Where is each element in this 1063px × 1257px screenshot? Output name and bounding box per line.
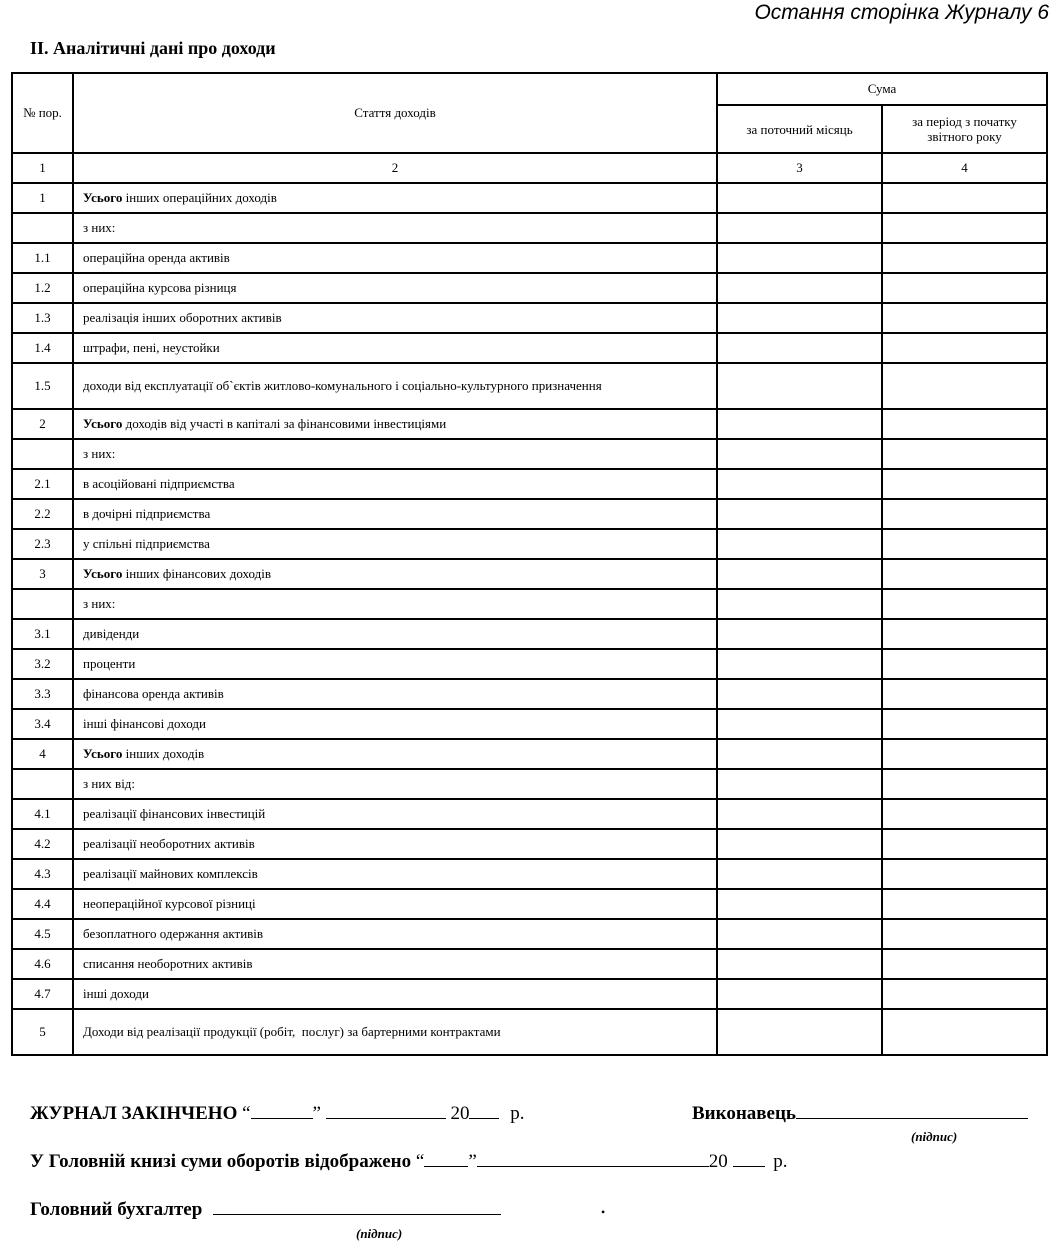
row-total-word: Усього — [83, 416, 123, 431]
chief-accountant-line — [30, 1199, 501, 1221]
amount-current-month-cell[interactable] — [717, 213, 882, 243]
row-number: 3.3 — [12, 679, 73, 709]
amount-current-month-cell[interactable] — [717, 1009, 882, 1055]
executor-signature-caption: (підпис) — [911, 1129, 958, 1144]
amount-current-month-cell[interactable] — [717, 499, 882, 529]
header-since-year-start: за період з початку звітного року — [882, 105, 1047, 153]
amount-current-month-cell[interactable] — [717, 889, 882, 919]
row-number: 1 — [12, 183, 73, 213]
table-row — [12, 769, 1047, 799]
journal-closed-line — [30, 1103, 524, 1125]
table-row — [12, 679, 1047, 709]
row-number: 4.2 — [12, 829, 73, 859]
row-article-text: списання необоротних активів — [83, 956, 253, 971]
ledger-line — [30, 1151, 788, 1173]
row-article-text: дивіденди — [83, 626, 140, 641]
header-current-month: за поточний місяць — [717, 105, 882, 153]
amount-current-month-cell[interactable] — [717, 709, 882, 739]
chief-accountant-signature-field[interactable] — [213, 1214, 501, 1215]
year-prefix: 20 — [450, 1103, 470, 1124]
row-article-text: з них: — [83, 446, 116, 461]
row-article — [73, 799, 717, 829]
row-article-text: реалізації майнових комплексів — [83, 866, 258, 881]
row-article — [73, 213, 717, 243]
amount-current-month-cell[interactable] — [717, 949, 882, 979]
amount-since-year-start-cell[interactable] — [882, 409, 1047, 439]
amount-since-year-start-cell[interactable] — [882, 469, 1047, 499]
row-article — [73, 499, 717, 529]
amount-since-year-start-cell[interactable] — [882, 243, 1047, 273]
row-total-word: Усього — [83, 566, 123, 581]
row-article — [73, 979, 717, 1009]
row-number: 1.2 — [12, 273, 73, 303]
open-quote: “ — [242, 1103, 251, 1124]
row-article — [73, 889, 717, 919]
amount-since-year-start-cell[interactable] — [882, 619, 1047, 649]
year-field[interactable] — [469, 1118, 499, 1119]
row-article-text: доходи від експлуатації об`єктів житлово-комунального і соціально-культурного призначення — [83, 378, 602, 393]
year-suffix: р. — [773, 1151, 788, 1172]
row-number: 2.2 — [12, 499, 73, 529]
row-total-word: Усього — [83, 746, 123, 761]
row-article — [73, 559, 717, 589]
table-row — [12, 529, 1047, 559]
amount-since-year-start-cell[interactable] — [882, 769, 1047, 799]
row-article — [73, 469, 717, 499]
chief-accountant-label: Головний бухгалтер — [30, 1199, 203, 1220]
row-article-text: з них від: — [83, 776, 136, 791]
close-quote: ” — [468, 1151, 477, 1172]
row-article-text: доходів від участі в капіталі за фінансовими інвестиціями — [122, 416, 447, 431]
row-article-text: з них: — [83, 596, 116, 611]
table-row — [12, 273, 1047, 303]
col-number: 4 — [882, 153, 1047, 183]
row-article — [73, 619, 717, 649]
header-article: Стаття доходів — [73, 73, 717, 153]
col-number: 3 — [717, 153, 882, 183]
row-number: 3 — [12, 559, 73, 589]
table-row — [12, 649, 1047, 679]
row-number: 4.1 — [12, 799, 73, 829]
amount-since-year-start-cell[interactable] — [882, 709, 1047, 739]
table-row — [12, 363, 1047, 409]
col-number: 1 — [12, 153, 73, 183]
row-number: 3.1 — [12, 619, 73, 649]
row-number — [12, 439, 73, 469]
year-suffix: р. — [510, 1103, 525, 1124]
amount-current-month-cell[interactable] — [717, 829, 882, 859]
amount-current-month-cell[interactable] — [717, 799, 882, 829]
row-article-text: штрафи, пені, неустойки — [83, 340, 220, 355]
row-article — [73, 859, 717, 889]
ledger-day-field[interactable] — [424, 1166, 468, 1167]
amount-current-month-cell[interactable] — [717, 769, 882, 799]
row-article — [73, 363, 717, 409]
row-number: 1.1 — [12, 243, 73, 273]
table-row — [12, 889, 1047, 919]
amount-since-year-start-cell[interactable] — [882, 1009, 1047, 1055]
amount-current-month-cell[interactable] — [717, 439, 882, 469]
row-article-text: у спільні підприємства — [83, 536, 210, 551]
amount-current-month-cell[interactable] — [717, 529, 882, 559]
table-row — [12, 709, 1047, 739]
row-article-text: реалізації фінансових інвестицій — [83, 806, 266, 821]
amount-current-month-cell[interactable] — [717, 589, 882, 619]
journal-closed-label: ЖУРНАЛ ЗАКІНЧЕНО — [30, 1103, 238, 1124]
row-article-text: реалізації необоротних активів — [83, 836, 255, 851]
row-article — [73, 769, 717, 799]
executor-line — [692, 1103, 1028, 1125]
amount-since-year-start-cell[interactable] — [882, 859, 1047, 889]
table-row — [12, 919, 1047, 949]
row-article-text: фінансова оренда активів — [83, 686, 224, 701]
table-row — [12, 1009, 1047, 1055]
row-number: 3.4 — [12, 709, 73, 739]
amount-current-month-cell[interactable] — [717, 273, 882, 303]
amount-current-month-cell[interactable] — [717, 183, 882, 213]
row-number: 2.1 — [12, 469, 73, 499]
row-article — [73, 273, 717, 303]
row-number: 1.4 — [12, 333, 73, 363]
amount-since-year-start-cell[interactable] — [882, 679, 1047, 709]
amount-since-year-start-cell[interactable] — [882, 213, 1047, 243]
close-quote: ” — [312, 1103, 321, 1124]
row-article — [73, 439, 717, 469]
income-table — [11, 72, 1048, 1056]
row-article-text: реалізація інших оборотних активів — [83, 310, 282, 325]
row-number: 4.7 — [12, 979, 73, 1009]
table-row — [12, 183, 1047, 213]
row-article-text: інші доходи — [83, 986, 149, 1001]
month-field[interactable] — [326, 1118, 446, 1119]
table-row — [12, 243, 1047, 273]
year-prefix: 20 — [708, 1151, 728, 1172]
page-note: Остання сторінка Журналу 6 — [754, 1, 1049, 24]
table-row — [12, 303, 1047, 333]
header-num: № пор. — [12, 73, 73, 153]
amount-since-year-start-cell[interactable] — [882, 589, 1047, 619]
amount-current-month-cell[interactable] — [717, 303, 882, 333]
row-article — [73, 303, 717, 333]
amount-since-year-start-cell[interactable] — [882, 529, 1047, 559]
row-article-text: неопераційної курсової різниці — [83, 896, 256, 911]
open-quote: “ — [415, 1151, 425, 1172]
table-row — [12, 859, 1047, 889]
row-article — [73, 679, 717, 709]
row-article-text: інших операційних доходів — [122, 190, 277, 205]
row-number — [12, 213, 73, 243]
row-article-text: інших фінансових доходів — [122, 566, 272, 581]
amount-since-year-start-cell[interactable] — [882, 183, 1047, 213]
row-article-text: операційна курсова різниця — [83, 280, 237, 295]
amount-since-year-start-cell[interactable] — [882, 889, 1047, 919]
table-row — [12, 439, 1047, 469]
row-number — [12, 589, 73, 619]
ledger-month-field[interactable] — [477, 1166, 709, 1167]
amount-since-year-start-cell[interactable] — [882, 649, 1047, 679]
row-article-text: в асоційовані підприємства — [83, 476, 235, 491]
amount-current-month-cell[interactable] — [717, 243, 882, 273]
section-title: II. Аналітичні дані про доходи — [30, 38, 276, 58]
table-row — [12, 409, 1047, 439]
table-row — [12, 979, 1047, 1009]
day-field[interactable] — [251, 1118, 313, 1119]
table-row — [12, 739, 1047, 769]
table-row — [12, 589, 1047, 619]
amount-current-month-cell[interactable] — [717, 919, 882, 949]
row-article — [73, 919, 717, 949]
col-number: 2 — [73, 153, 717, 183]
amount-current-month-cell[interactable] — [717, 859, 882, 889]
amount-since-year-start-cell[interactable] — [882, 739, 1047, 769]
table-row — [12, 213, 1047, 243]
row-article-text: з них: — [83, 220, 116, 235]
executor-label: Виконавець — [692, 1103, 796, 1124]
row-number: 1.5 — [12, 363, 73, 409]
row-number: 4.3 — [12, 859, 73, 889]
amount-since-year-start-cell[interactable] — [882, 303, 1047, 333]
amount-since-year-start-cell[interactable] — [882, 333, 1047, 363]
amount-current-month-cell[interactable] — [717, 679, 882, 709]
table-row — [12, 619, 1047, 649]
amount-current-month-cell[interactable] — [717, 649, 882, 679]
row-article-text: інші фінансові доходи — [83, 716, 206, 731]
amount-current-month-cell[interactable] — [717, 619, 882, 649]
row-article — [73, 243, 717, 273]
amount-current-month-cell[interactable] — [717, 979, 882, 1009]
row-article — [73, 709, 717, 739]
row-number: 5 — [12, 1009, 73, 1055]
amount-current-month-cell[interactable] — [717, 363, 882, 409]
row-total-word: Усього — [83, 190, 123, 205]
header-sum: Сума — [717, 73, 1047, 105]
row-article-text: Доходи від реалізації продукції (робіт, послуг) за бартерними контрактами — [83, 1024, 501, 1039]
row-article — [73, 183, 717, 213]
amount-current-month-cell[interactable] — [717, 739, 882, 769]
chief-accountant-signature-caption: (підпис) — [356, 1226, 403, 1241]
row-article-text: безоплатного одержання активів — [83, 926, 264, 941]
row-article-text: в дочірні підприємства — [83, 506, 211, 521]
row-article — [73, 949, 717, 979]
row-article — [73, 739, 717, 769]
amount-since-year-start-cell[interactable] — [882, 829, 1047, 859]
executor-signature-field[interactable] — [796, 1118, 1028, 1119]
amount-current-month-cell[interactable] — [717, 469, 882, 499]
amount-since-year-start-cell[interactable] — [882, 979, 1047, 1009]
amount-since-year-start-cell[interactable] — [882, 363, 1047, 409]
row-article-text: проценти — [83, 656, 136, 671]
row-article — [73, 409, 717, 439]
row-number: 4 — [12, 739, 73, 769]
stray-mark: • — [601, 1205, 606, 1219]
ledger-label: У Головній книзі суми оборотів відображено — [30, 1151, 412, 1172]
amount-current-month-cell[interactable] — [717, 409, 882, 439]
amount-since-year-start-cell[interactable] — [882, 799, 1047, 829]
table-row — [12, 799, 1047, 829]
table-row — [12, 949, 1047, 979]
amount-since-year-start-cell[interactable] — [882, 559, 1047, 589]
row-number: 1.3 — [12, 303, 73, 333]
table-row — [12, 469, 1047, 499]
row-article — [73, 529, 717, 559]
row-article — [73, 649, 717, 679]
row-number: 2.3 — [12, 529, 73, 559]
amount-since-year-start-cell[interactable] — [882, 439, 1047, 469]
amount-since-year-start-cell[interactable] — [882, 919, 1047, 949]
amount-current-month-cell[interactable] — [717, 333, 882, 363]
row-article-text: інших доходів — [122, 746, 205, 761]
row-article-text: операційна оренда активів — [83, 250, 230, 265]
table-row — [12, 829, 1047, 859]
table-row — [12, 499, 1047, 529]
row-number — [12, 769, 73, 799]
table-row — [12, 559, 1047, 589]
amount-since-year-start-cell[interactable] — [882, 499, 1047, 529]
amount-since-year-start-cell[interactable] — [882, 273, 1047, 303]
amount-current-month-cell[interactable] — [717, 559, 882, 589]
row-article — [73, 589, 717, 619]
table-row — [12, 333, 1047, 363]
row-article — [73, 333, 717, 363]
row-number: 4.4 — [12, 889, 73, 919]
row-number: 4.6 — [12, 949, 73, 979]
amount-since-year-start-cell[interactable] — [882, 949, 1047, 979]
row-article — [73, 1009, 717, 1055]
row-article — [73, 829, 717, 859]
row-number: 4.5 — [12, 919, 73, 949]
row-number: 3.2 — [12, 649, 73, 679]
ledger-year-field[interactable] — [733, 1166, 765, 1167]
row-number: 2 — [12, 409, 73, 439]
